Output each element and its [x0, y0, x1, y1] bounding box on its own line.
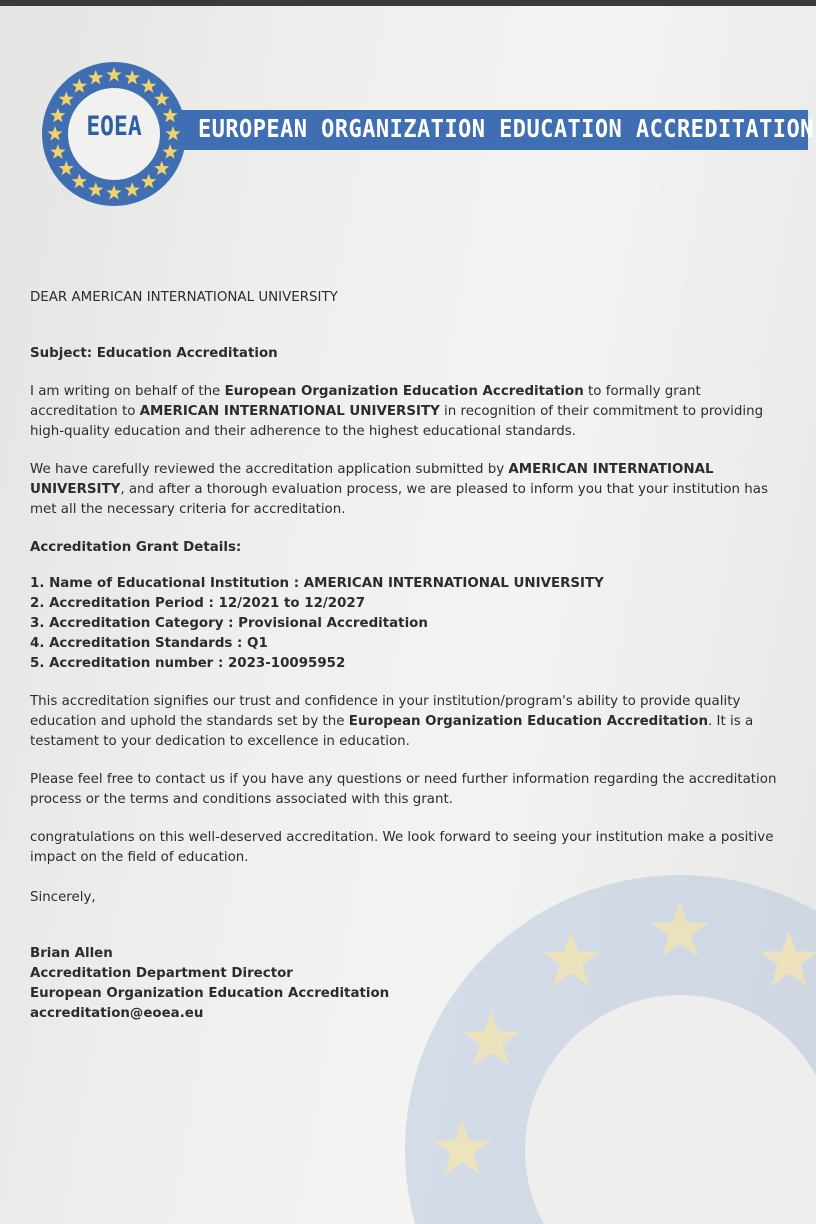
- signature-block: [30, 944, 790, 1024]
- paragraph-2: We have carefully reviewed the accreditation application submitted by AMERICAN INTERNATIONAL UNIVERSITY, and after a thorough evaluation process, we are pleased to inform you that your institution has met all the necessary criteria for accreditation.: [30, 462, 768, 517]
- detail-item: 3. Accreditation Category : Provisional Accreditation: [30, 616, 428, 631]
- paragraph-4: Please feel free to contact us if you have any questions or need further information regarding the accreditation process or the terms and conditions associated with this grant.: [30, 772, 777, 807]
- details-heading: Accreditation Grant Details:: [30, 540, 242, 555]
- closing: Sincerely,: [30, 890, 96, 905]
- paragraph-3: This accreditation signifies our trust and confidence in your institution/program's ability to provide quality education and uphold the standards set by the European Organization Education Accreditation. It is a testament to your dedication to excellence in education.: [30, 694, 754, 749]
- paragraph-1: I am writing on behalf of the European Organization Education Accreditation to formally grant accreditation to AMERICAN INTERNATIONAL UNIVERSITY in recognition of their commitment to providing high-quality education and their adherence to the highest educational standards.: [30, 384, 764, 439]
- subject-line: Subject: Education Accreditation: [30, 346, 278, 361]
- salutation: DEAR AMERICAN INTERNATIONAL UNIVERSITY: [30, 290, 338, 305]
- organization-title: EUROPEAN ORGANIZATION EDUCATION ACCREDITATION: [198, 114, 814, 143]
- page-top-edge: [0, 0, 816, 6]
- letter-body: [30, 280, 790, 1024]
- detail-item: 2. Accreditation Period : 12/2021 to 12/2027: [30, 596, 366, 611]
- signer-email: accreditation@eoea.eu: [30, 1006, 204, 1021]
- signer-organization: European Organization Education Accreditation: [30, 986, 390, 1001]
- detail-item: 4. Accreditation Standards : Q1: [30, 636, 268, 651]
- header-banner: [150, 110, 814, 150]
- detail-item: 5. Accreditation number : 2023-10095952: [30, 656, 346, 671]
- signer-name: Brian Allen: [30, 946, 113, 961]
- logo-text: EOEA: [86, 111, 142, 142]
- detail-item: 1. Name of Educational Institution : AMERICAN INTERNATIONAL UNIVERSITY: [30, 576, 604, 591]
- paragraph-5: congratulations on this well-deserved accreditation. We look forward to seeing your institution make a positive impact on the field of education.: [30, 830, 774, 865]
- details-list: [30, 574, 790, 674]
- signer-title: Accreditation Department Director: [30, 966, 293, 981]
